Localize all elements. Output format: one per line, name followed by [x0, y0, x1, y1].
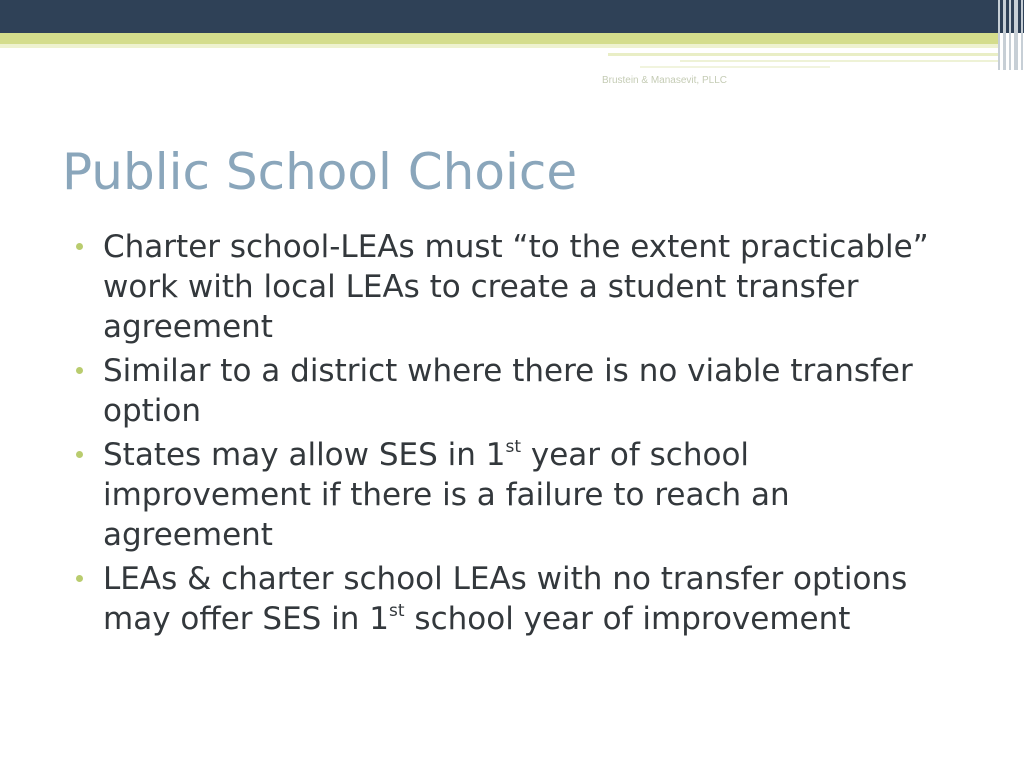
bullet-item [76, 435, 936, 555]
bullet-item [76, 227, 936, 347]
bullet-text: Similar to a district where there is no viable transfer option [103, 353, 913, 429]
bullet-item [76, 559, 936, 639]
accent-line [608, 53, 1000, 56]
company-name: Brustein & Manasevit, PLLC [601, 75, 727, 86]
accent-line [640, 66, 830, 68]
bullet-text: States may allow SES in 1st year of school improvement if there is a failure to reach an agreement [103, 436, 790, 553]
bullet-text: LEAs & charter school LEAs with no transfer options may offer SES in 1st school year of improvement [103, 561, 908, 637]
accent-line [680, 60, 1000, 62]
bullet-icon [76, 451, 83, 458]
corner-decoration [998, 0, 1024, 70]
slide-title: Public School Choice [62, 143, 578, 201]
bullet-icon [76, 243, 83, 250]
bullet-icon [76, 575, 83, 582]
bullet-text: Charter school-LEAs must “to the extent practicable” work with local LEAs to create a student transfer agreement [103, 229, 929, 345]
accent-stripe [0, 33, 1000, 44]
accent-stripe-thin [0, 44, 1000, 48]
bullet-icon [76, 367, 83, 374]
superscript: st [389, 600, 405, 621]
header-bar [0, 0, 1024, 33]
superscript: st [505, 436, 522, 457]
bullet-item [76, 351, 936, 431]
bullet-list [76, 227, 936, 643]
